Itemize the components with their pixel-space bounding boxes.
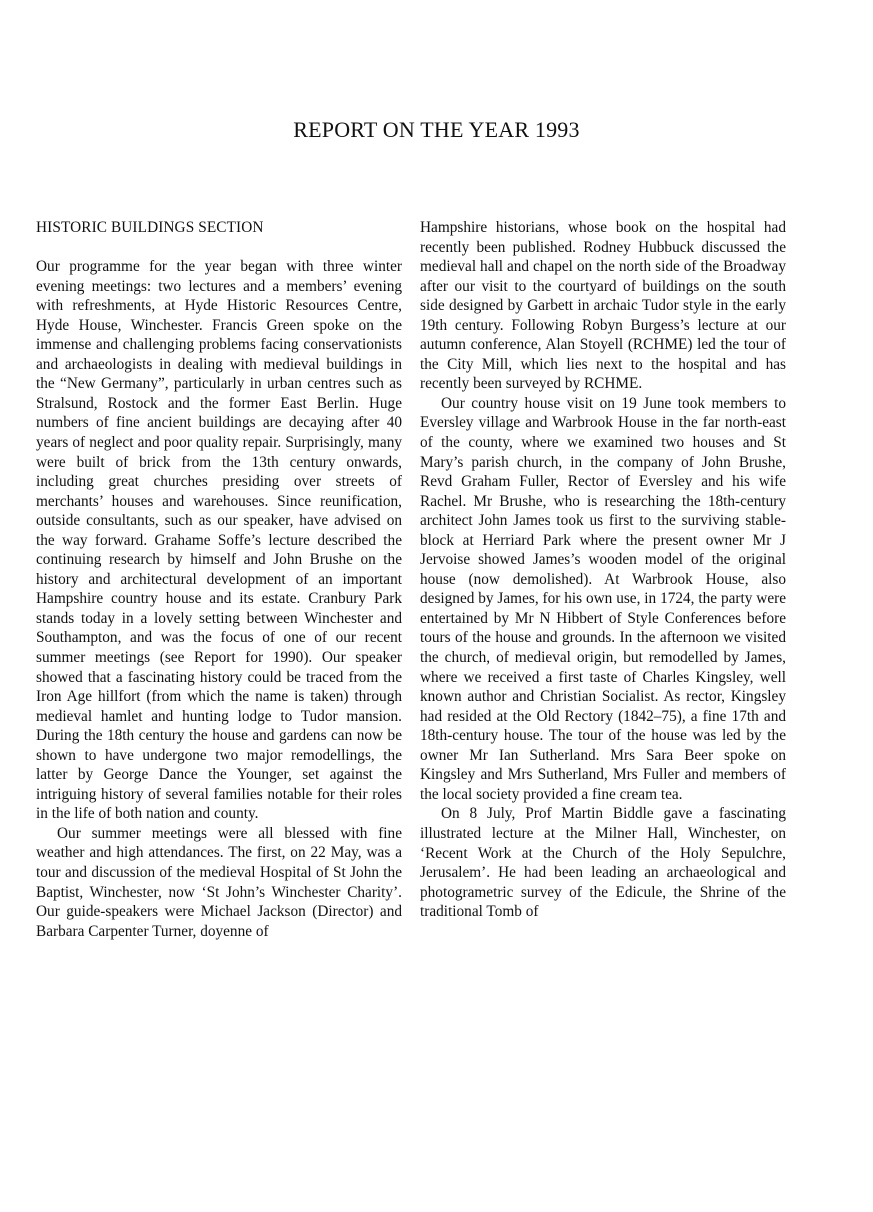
paragraph: Our programme for the year began with three winter evening meetings: two lectures and a members’ evening with refreshments, at Hyde Historic Resources Centre, Hyde House, Winchester. Francis Green spoke on the immense and challenging problems facing conservationists and archaeologists in dealing with medieval buildings in the “New Germany”, particularly in urban centres such as Stralsund, Rostock and the former East Berlin. Huge numbers of fine ancient buildings are decaying after 40 years of neglect and poor quality repair. Surprisingly, many were built of brick from the 13th century onwards, including great churches presiding over streets of merchants’ houses and warehouses. Since reunification, outside consultants, such as our speaker, have advised on the way forward. Grahame Soffe’s lecture described the continuing research by himself and John Brushe on the history and architectural development of an important Hampshire country house and its estate. Cranbury Park stands today in a lovely setting between Winchester and Southampton, and was the focus of one of our recent summer meetings (see Report for 1990). Our speaker showed that a fascinating history could be traced from the Iron Age hillfort (from which the name is taken) through medieval hamlet and hunting lodge to Tudor mansion. During the 18th century the house and gardens can now be shown to have undergone two major remodellings, the latter by George Dance the Younger, set against the intriguing history of several families notable for their roles in the life of both nation and county.: [36, 258, 402, 823]
paragraph: Our summer meetings were all blessed with fine weather and high attendances. The first, on 22 May, was a tour and discussion of the medieval Hospital of St John the Baptist, Winchester, now ‘St John’s Winchester Charity’. Our guide-speakers were Michael Jackson (Director) and Barbara Carpenter Turner, doyenne of: [36, 824, 402, 940]
page-title: REPORT ON THE YEAR 1993: [293, 117, 580, 142]
paragraph: On 8 July, Prof Martin Biddle gave a fascinating illustrated lecture at the Milner Hall, Winchester, on ‘Recent Work at the Church of the Holy Sepulchre, Jerusalem’. He had been leading an archaeological and photogrametric survey of the Edicule, the Shrine of the traditional Tomb of: [420, 805, 786, 921]
right-column: [420, 218, 786, 922]
paragraph: Hampshire historians, whose book on the hospital had recently been published. Rodney Hubbuck discussed the medieval hall and chapel on the north side of the Broadway after our visit to the courtyard of buildings on the south side designed by Garbett in archaic Tudor style in the early 19th century. Following Robyn Burgess’s lecture at our autumn conference, Alan Stoyell (RCHME) led the tour of the City Mill, which lies next to the hospital and has recently been surveyed by RCHME.: [420, 219, 786, 393]
paragraph: Our country house visit on 19 June took members to Eversley village and Warbrook House in the far north-east of the county, where we examined two houses and St Mary’s parish church, in the company of John Brushe, Revd Graham Fuller, Rector of Eversley and his wife Rachel. Mr Brushe, who is researching the 18th-century architect John James took us first to the surviving stable-block at Herriard Park where the present owner Mr J Jervoise showed James’s wooden model of the original house (now demolished). At Warbrook House, also designed by James, for his own use, in 1724, the party were entertained by Mr N Hibbert of Style Conferences before tours of the house and grounds. In the afternoon we visited the church, of medieval origin, but remodelled by James, where we received a first taste of Charles Kingsley, well known author and Christian Socialist. As rector, Kingsley had resided at the Old Rectory (1842–75), a fine 17th and 18th-century house. The tour of the house was led by the owner Mr Ian Sutherland. Mrs Sara Beer spoke on Kingsley and Mrs Sutherland, Mrs Fuller and members of the local society provided a fine cream tea.: [420, 394, 786, 803]
section-heading: HISTORIC BUILDINGS SECTION: [36, 219, 264, 236]
left-column: [36, 218, 402, 941]
